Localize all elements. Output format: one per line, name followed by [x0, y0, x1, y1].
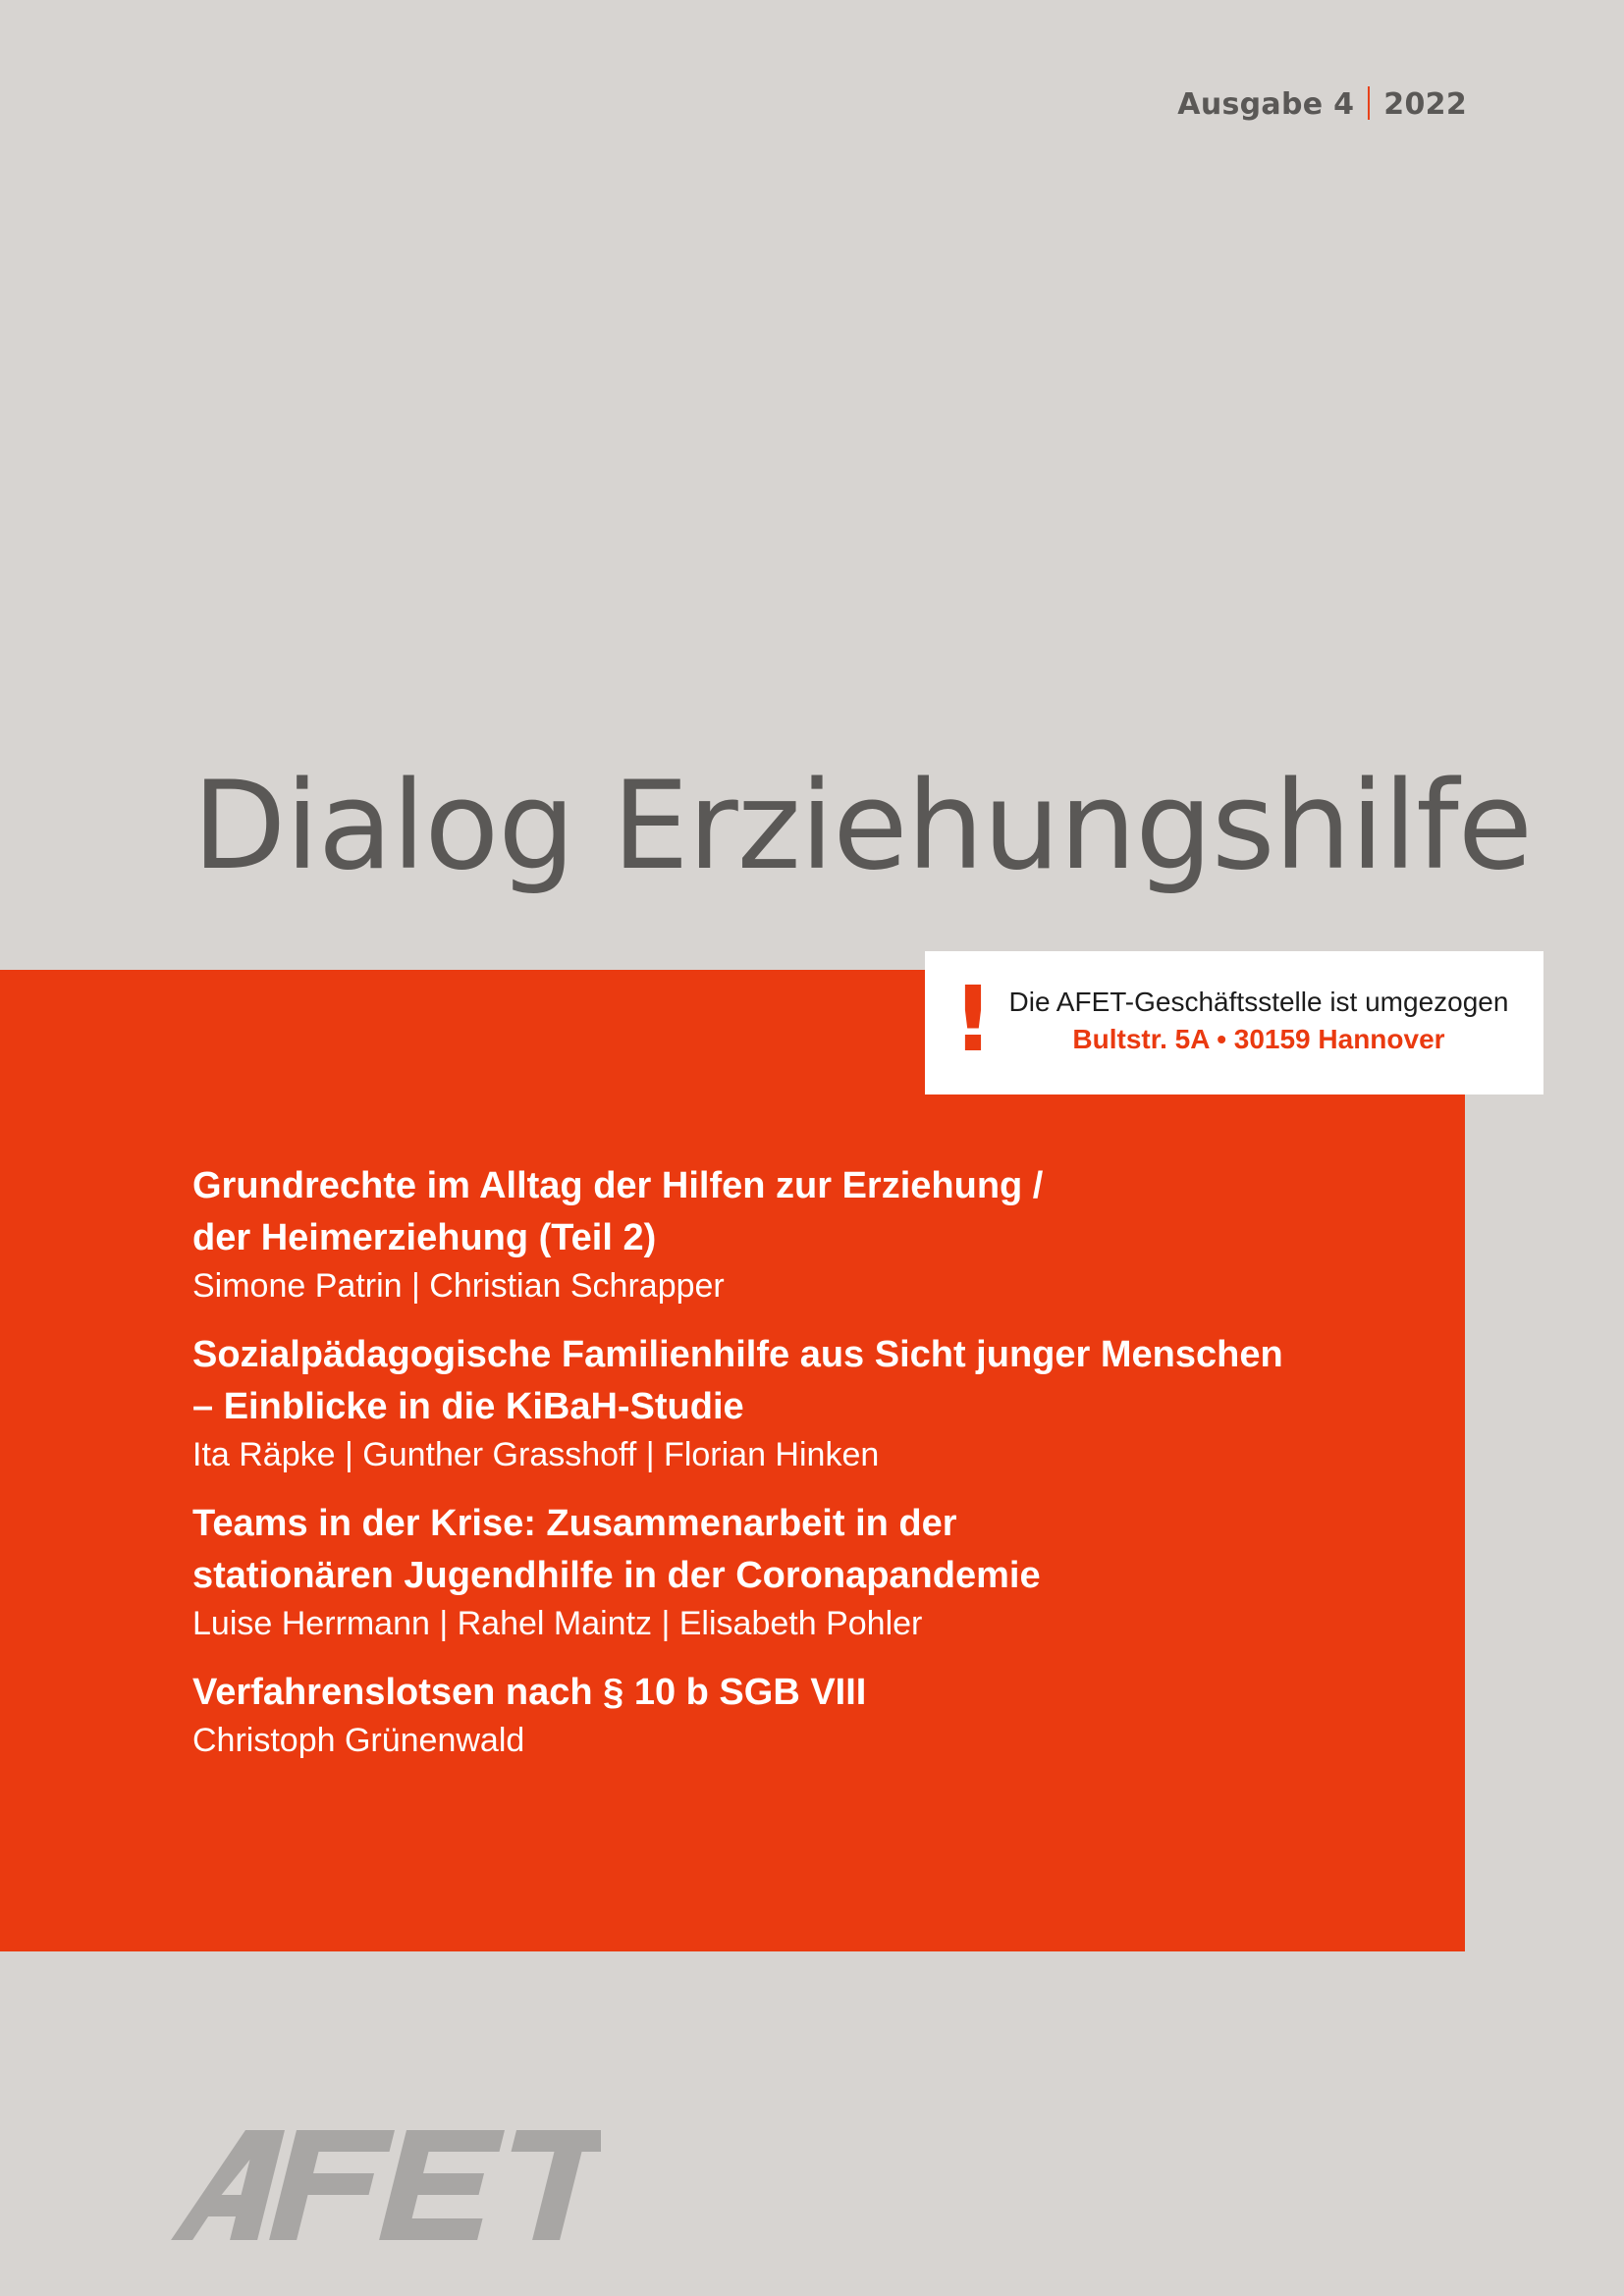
article-item — [192, 1329, 1449, 1476]
headline-line: Verfahrenslotsen nach § 10 b SGB VIII — [192, 1672, 867, 1713]
article-headline — [192, 1160, 1449, 1264]
issue-separator — [1368, 86, 1370, 120]
article-authors: Ita Räpke | Gunther Grasshoff | Florian Hinken — [192, 1436, 880, 1473]
exclamation-icon: ! — [952, 967, 994, 1072]
logo-letter-t — [489, 2130, 601, 2240]
article-list — [192, 1160, 1449, 1784]
logo-letter-e — [379, 2130, 505, 2240]
issue-info — [1177, 86, 1467, 122]
article-headline — [192, 1667, 1449, 1719]
headline-line: Grundrechte im Alltag der Hilfen zur Erziehung / — [192, 1165, 1044, 1206]
logo-letter-f — [269, 2130, 395, 2240]
notice-address: Bultstr. 5A • 30159 Hannover — [1072, 1024, 1445, 1054]
headline-line: Sozialpädagogische Familienhilfe aus Sicht junger Menschen — [192, 1334, 1283, 1375]
article-item — [192, 1498, 1449, 1645]
article-headline — [192, 1498, 1449, 1602]
issue-number: Ausgabe 4 — [1177, 87, 1355, 122]
journal-title: Dialog Erziehungshilfe — [192, 756, 1533, 897]
relocation-notice — [925, 951, 1543, 1095]
headline-line: der Heimerziehung (Teil 2) — [192, 1217, 657, 1258]
article-authors: Christoph Grünenwald — [192, 1722, 525, 1759]
article-headline — [192, 1329, 1449, 1433]
logo-letter-a — [171, 2130, 285, 2240]
notice-headline: Die AFET-Geschäftsstelle ist umgezogen — [1008, 987, 1509, 1017]
headline-line: Teams in der Krise: Zusammenarbeit in der — [192, 1503, 957, 1544]
article-authors: Simone Patrin | Christian Schrapper — [192, 1267, 725, 1305]
headline-line: stationären Jugendhilfe in der Coronapandemie — [192, 1555, 1041, 1596]
headline-line: – Einblicke in die KiBaH-Studie — [192, 1386, 744, 1427]
issue-year: 2022 — [1383, 87, 1467, 122]
article-item — [192, 1160, 1449, 1308]
article-item — [192, 1667, 1449, 1762]
article-authors: Luise Herrmann | Rahel Maintz | Elisabeth Pohler — [192, 1605, 923, 1642]
afet-logo — [169, 2130, 601, 2240]
